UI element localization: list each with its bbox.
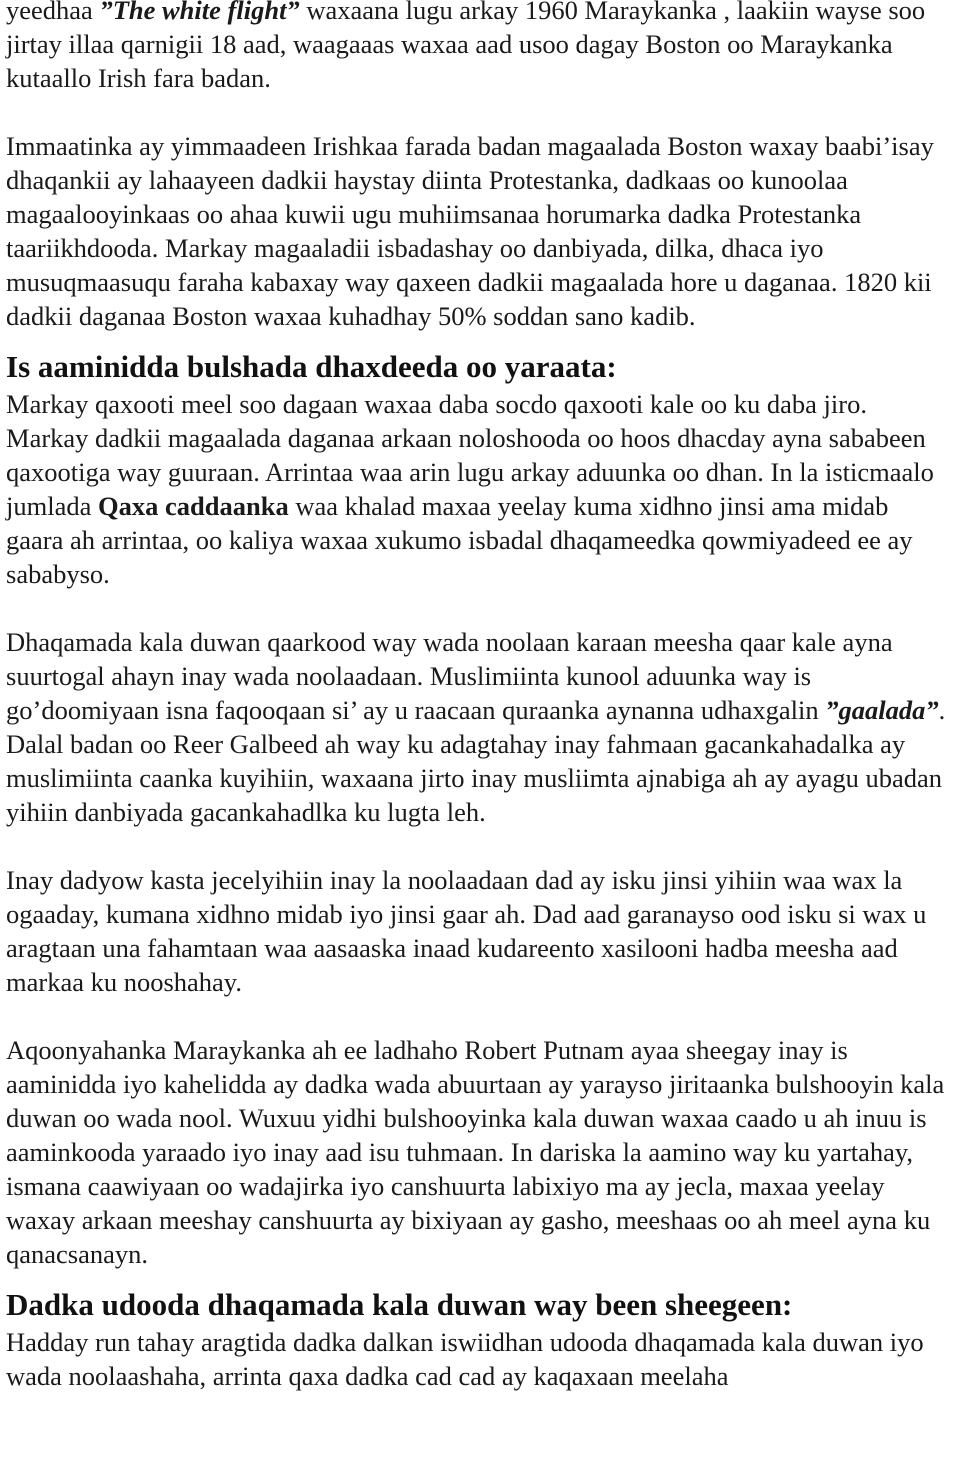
paragraph-peoples: Inay dadyow kasta jecelyihiin inay la noolaadaan dad ay isku jinsi yihiin waa wax la ogaaday, kumana xidhno midab iyo jinsi gaar ah. Dad aad garanayso ood isku si wax u aragtaan una fahamtaan waa aasaaska inaad kudareento xasilooni hadba meesha aad markaa ku nooshahay. [6,865,927,997]
paragraph-gap [6,591,946,625]
paragraph-gap [6,95,946,129]
section-heading-trust: Is aaminidda bulshada dhaxdeeda oo yaraata: [6,349,617,384]
text-run: waxaana lugu arkay 1960 Maraykanka , laakiin wayse soo jirtay illaa qarnigii 18 aad, waagaaas waxaa aad usoo dagay Boston oo Maraykanka kutaallo Irish fara badan. [6,0,926,93]
document-page [6,0,946,1393]
text-run: . Dalal badan oo Reer Galbeed ah way ku adagtahay inay fahmaan gacankahadalka ay muslimiinta caanka kuyihiin, waxaana jirto inay musliimta ajnabiga ah ay ayagu ubadan yihiin danbiyada gacankahadlka ku lugta leh. [6,695,946,827]
text-run: yeedhaa [6,0,100,25]
text-run: Dhaqamada kala duwan qaarkood way wada noolaan karaan meesha qaar kale ayna suurtogal ahayn inay wada noolaadaan. Muslimiinta kunool aduunka way is go’doomiyaan isna faqooqaan si’ ay u raacaan quraanka aynanna udhaxgalin [6,627,893,725]
paragraph-sweden: Hadday run tahay aragtida dadka dalkan iswiidhan udooda dhaqamada kala duwan iyo wada noolaashaha, arrinta qaxa dadka cad cad ay kaqaxaan meelaha [6,1327,924,1391]
paragraph-gap [6,333,946,347]
emphasis-gaalada: ”gaalada” [825,695,939,725]
paragraph-gap [6,999,946,1033]
text-run: Markay qaxooti meel soo dagaan waxaa daba socdo qaxooti kale oo ku daba jiro. Markay dadkii magaalada daganaa arkaan noloshooda oo hoos dhacday ayna sababeen qaxootiga way guuraan. Arrintaa waa arin lugu arkay aduunka oo dhan. In la isticmaalo jumlada [6,389,934,521]
paragraph-gap [6,1271,946,1285]
section-heading-supporters: Dadka udooda dhaqamada kala duwan way been sheegeen: [6,1287,793,1322]
text-run: waa khalad maxaa yeelay kuma xidhno jinsi ama midab gaara ah arrintaa, oo kaliya waxaa xukumo isbadal dhaqameedka qowmiyadeed ee ay sababyso. [6,491,913,589]
paragraph-white-flight [6,0,946,95]
paragraph-cultures [6,625,946,829]
paragraph-gap [6,829,946,863]
paragraph-refugees [6,387,946,591]
emphasis-white-flight: ”The white flight” [99,0,300,25]
paragraph-putnam: Aqoonyahanka Maraykanka ah ee ladhaho Robert Putnam ayaa sheegay inay is aaminidda iyo kahelidda ay dadka wada abuurtaan ay yarayso jiritaanka bulshooyin kala duwan oo wada nool. Wuxuu yidhi bulshooyinka kala duwan waxaa caado u ah inuu is aaminkooda yaraado iyo inay aad isu tuhmaan. In dariska la aamino way ku yartahay, ismana caawiyaan oo wadajirka iyo canshuurta labixiyo ma ay jecla, maxaa yeelay waxay arkaan meeshay canshuurta ay bixiyaan ay gasho, meeshaas oo ah meel ayna ku qanacsanayn. [6,1035,945,1269]
bold-term-qaxa-caddaanka: Qaxa caddaanka [98,491,289,521]
paragraph-boston-irish: Immaatinka ay yimmaadeen Irishkaa farada badan magaalada Boston waxay baabi’isay dhaqankii ay lahaayeen dadkii haystay diinta Protestanka, dadkaas oo kunoolaa magaalooyinkaas oo ahaa kuwii ugu muhiimsanaa horumarka dadka Protestanka taariikhdooda. Markay magaaladii isbadashay oo danbiyada, dilka, dhaca iyo musuqmaasuqu faraha kabaxay way qaxeen dadkii magaalada hore u daganaa. 1820 kii dadkii daganaa Boston waxaa kuhadhay 50% soddan sano kadib. [6,131,934,331]
